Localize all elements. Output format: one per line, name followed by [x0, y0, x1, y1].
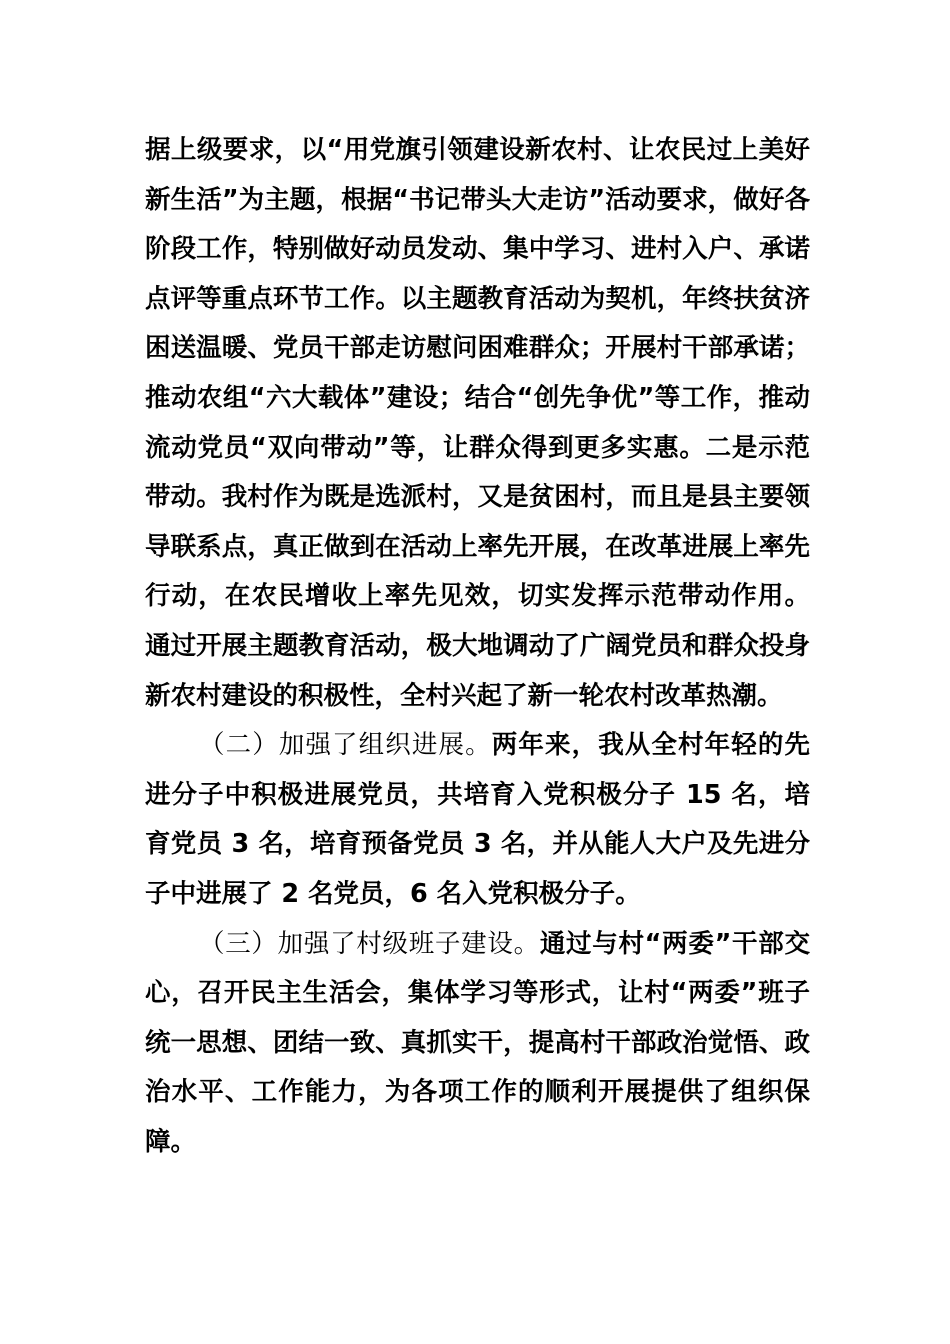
section-team-heading: （三）加强了村级班子建设。	[199, 928, 540, 959]
section-organization-text: 两年来，我从全村年轻的先进分子中积极进展党员，共培育入党积极分子 15 名，培育党员 3 名，培育预备党员 3 名，并从能人大户及先进分子中进展了 2 名党员，6 名入党积极分子。	[145, 730, 810, 909]
document-body	[145, 126, 810, 1167]
section-organization-development	[145, 721, 810, 919]
paragraph-activities	[145, 126, 810, 721]
section-organization-heading: （二）加强了组织进展。	[199, 730, 492, 761]
section-team-building	[145, 920, 810, 1168]
section-team-text: 通过与村“两委”干部交心，召开民主生活会，集体学习等形式，让村“两委”班子统一思想、团结一致、真抓实干，提高村干部政治觉悟、政治水平、工作能力，为各项工作的顺利开展提供了组织保障。	[145, 928, 810, 1157]
paragraph-activities-text: 据上级要求，以“用党旗引领建设新农村、让农民过上美好新生活”为主题，根据“书记带头大走访”活动要求，做好各阶段工作，特别做好动员发动、集中学习、进村入户、承诺点评等重点环节工作。以主题教育活动为契机，年终扶贫济困送温暖、党员干部走访慰问困难群众；开展村干部承诺；推动农组“六大载体”建设；结合“创先争优”等工作，推动流动党员“双向带动”等，让群众得到更多实惠。二是示范带动。我村作为既是选派村，又是贫困村，而且是县主要领导联系点，真正做到在活动上率先开展，在改革进展上率先行动，在农民增收上率先见效，切实发挥示范带动作用。 通过开展主题教育活动，极大地调动了广阔党员和群众投身新农村建设的积极性，全村兴起了新一轮农村改革热潮。	[145, 135, 810, 711]
